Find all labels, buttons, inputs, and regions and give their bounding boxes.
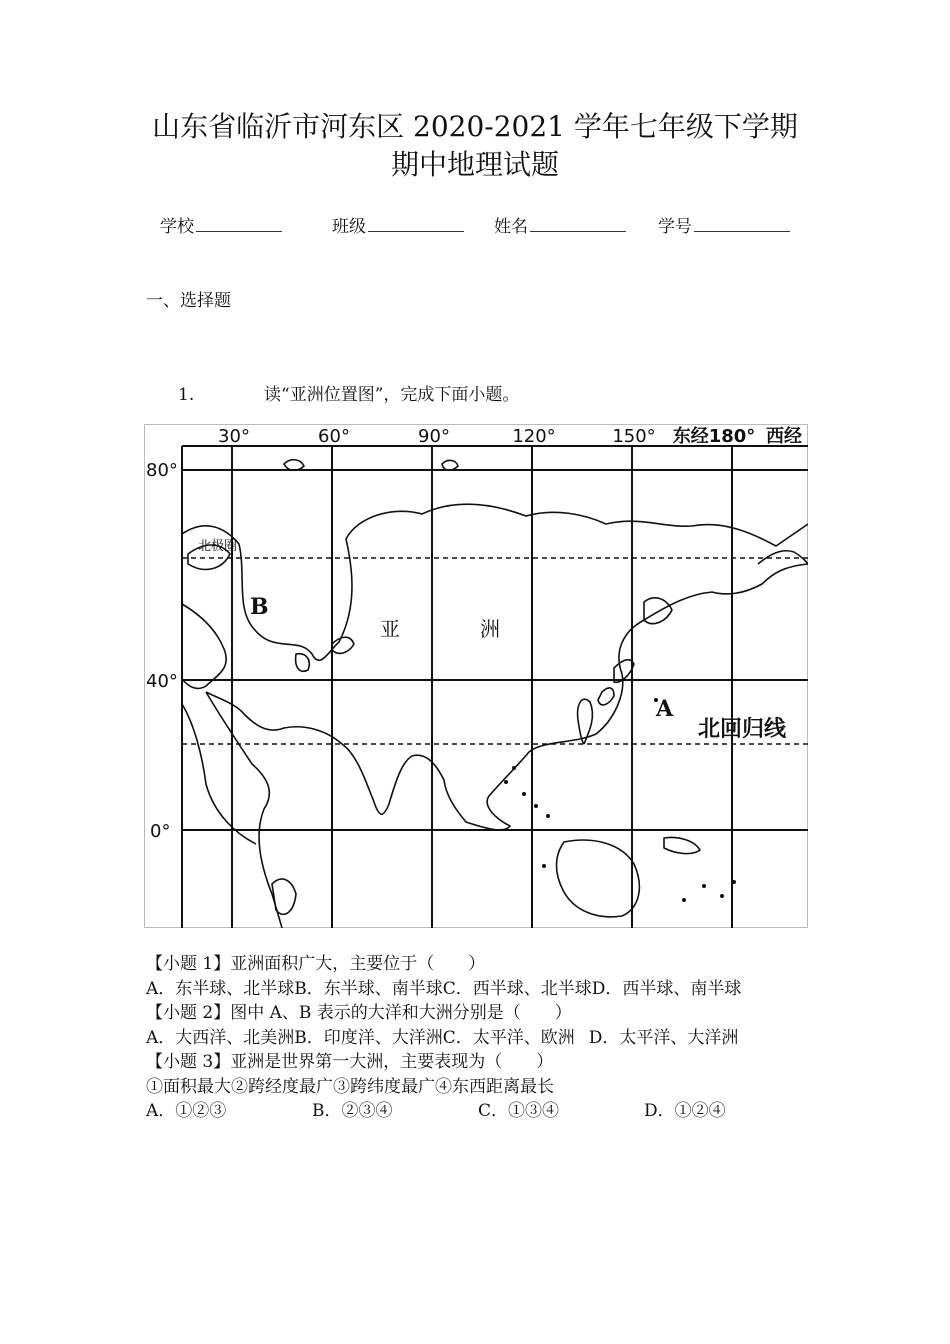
sub3-conditions: ①面积最大②跨经度最广③跨纬度最广④东西距离最长: [146, 1076, 554, 1097]
sub1-option-c[interactable]: C．西半球、北半球: [442, 978, 592, 999]
number-label: 学号: [658, 217, 692, 237]
school-blank[interactable]: [196, 217, 282, 232]
lat-label-0: 0°: [150, 821, 171, 842]
sub2-stem: 【小题 2】图中 A、B 表示的大洋和大洲分别是（ ）: [146, 1003, 572, 1023]
asia-location-map: [144, 424, 808, 928]
sub2-option-b[interactable]: B．印度洋、大洋洲: [294, 1027, 443, 1048]
sub3-option-d[interactable]: D．①②④: [644, 1101, 726, 1121]
section-heading: 一、选择题: [146, 291, 231, 311]
arctic-circle-label: 北极圈: [198, 539, 238, 554]
sub2-options: [146, 1026, 816, 1051]
sub3-option-a[interactable]: A．①②③: [146, 1101, 227, 1121]
page-title-line2: 期中地理试题: [390, 148, 559, 181]
sub1-option-a[interactable]: A．东半球、北半球: [146, 978, 295, 999]
sub1-options: [146, 977, 816, 1002]
lon-label-150: 150°: [612, 426, 656, 447]
tropic-label: 北回归线: [698, 717, 787, 742]
lon-label-180e: 东经180°: [672, 426, 756, 447]
lon-label-60: 60°: [318, 426, 350, 447]
sub1-option-d[interactable]: D．西半球、南半球: [591, 978, 742, 999]
number-blank[interactable]: [694, 217, 790, 232]
class-field: [332, 212, 464, 237]
sub-questions: [146, 952, 816, 1124]
lon-label-west: 西经: [766, 426, 802, 447]
sub3-option-b[interactable]: B．②③④: [312, 1101, 393, 1121]
label-b: B: [250, 594, 269, 620]
lat-label-40: 40°: [146, 671, 178, 692]
label-a: A: [656, 696, 674, 722]
school-label: 学校: [160, 217, 194, 237]
class-blank[interactable]: [368, 217, 464, 232]
lon-label-120: 120°: [512, 426, 556, 447]
sub2-option-d[interactable]: D．太平洋、大洋洲: [588, 1027, 739, 1048]
name-label: 姓名: [494, 217, 528, 237]
sub1-stem: 【小题 1】亚洲面积广大，主要位于（ ）: [146, 954, 486, 974]
sub2-option-a[interactable]: A．大西洋、北美洲: [146, 1027, 295, 1048]
number-field: [658, 212, 790, 237]
sub2-option-c[interactable]: C．太平洋、欧洲: [442, 1027, 575, 1048]
question-1: [178, 380, 519, 405]
name-blank[interactable]: [530, 217, 626, 232]
asia-label-1: 亚: [380, 617, 400, 641]
class-label: 班级: [332, 217, 366, 237]
lon-label-90: 90°: [418, 426, 450, 447]
sub3-stem: 【小题 3】亚洲是世界第一大洲，主要表现为（ ）: [146, 1052, 554, 1072]
page-title-line1: 山东省临沂市河东区 2020-2021 学年七年级下学期: [152, 110, 798, 143]
asia-label-2: 洲: [480, 617, 500, 641]
question-number: 1.: [178, 385, 195, 405]
sub3-options: [146, 1099, 816, 1124]
lat-label-80: 80°: [146, 460, 178, 481]
lon-label-30: 30°: [218, 426, 250, 447]
sub1-option-b[interactable]: B．东半球、南半球: [294, 978, 443, 999]
sub3-option-c[interactable]: C．①③④: [478, 1101, 560, 1121]
name-field: [494, 212, 626, 237]
school-field: [160, 212, 282, 237]
question-text: 读“亚洲位置图”，完成下面小题。: [264, 385, 520, 405]
